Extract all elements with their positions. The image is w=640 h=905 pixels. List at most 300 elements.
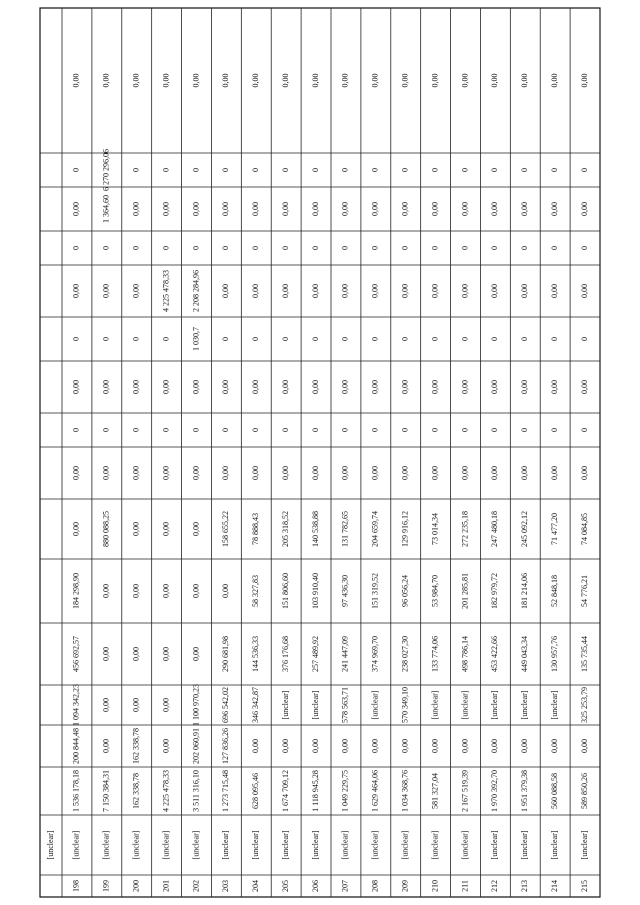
value-cell: 1 273 715,48 <box>221 770 231 812</box>
value-cell: 453 422,66 <box>490 636 500 672</box>
value-cell: 0,00 <box>131 202 141 216</box>
value-cell: 3 511 316,10 <box>191 770 201 812</box>
value-cell: 0 <box>281 428 291 432</box>
value-cell: 0,00 <box>71 380 81 394</box>
value-cell: 0,00 <box>191 522 201 536</box>
value-cell: 131 782,65 <box>340 511 350 547</box>
value-cell: 346 342,87 <box>251 687 261 723</box>
value-cell: 71 477,20 <box>550 513 560 545</box>
value-cell: 0 <box>340 246 350 250</box>
value-cell: 0,00 <box>340 380 350 394</box>
value-cell: 0 <box>430 168 440 172</box>
value-cell: 4 225 478,33 <box>161 770 171 812</box>
value-cell: 73 014,34 <box>430 513 440 545</box>
value-cell: 0,00 <box>520 73 530 88</box>
address-cell: [unclear] <box>221 830 231 860</box>
value-cell: 140 538,88 <box>310 511 320 547</box>
value-cell: 0,00 <box>430 73 440 88</box>
value-cell: 0,00 <box>550 284 560 298</box>
value-cell: 52 848,18 <box>550 575 560 607</box>
value-cell: 0,00 <box>520 466 530 480</box>
value-cell: 0 <box>490 428 500 432</box>
value-cell: 0 <box>550 428 560 432</box>
value-cell: 0 <box>221 246 231 250</box>
value-cell: 0,00 <box>550 202 560 216</box>
value-cell: 0,00 <box>191 466 201 480</box>
value-cell: 0,00 <box>101 73 111 88</box>
value-cell: 201 285,81 <box>460 573 470 609</box>
value-cell: 0,00 <box>490 380 500 394</box>
value-cell: 1 118 945,28 <box>310 770 320 812</box>
value-cell: 0,00 <box>400 284 410 298</box>
row-index: 213 <box>520 880 530 892</box>
value-cell: 0,00 <box>370 73 380 88</box>
value-cell: 0 <box>430 428 440 432</box>
value-cell: 0,00 <box>550 73 560 88</box>
value-cell: 0 <box>161 246 171 250</box>
value-cell: 1 536 178,18 <box>71 770 81 812</box>
value-cell: 205 318,52 <box>281 511 291 547</box>
address-cell: [unclear] <box>579 830 589 860</box>
value-cell: 880 088,25 <box>101 511 111 547</box>
value-cell: 0 <box>579 168 589 172</box>
value-cell: 0,00 <box>281 73 291 88</box>
value-cell: 0,00 <box>579 202 589 216</box>
value-cell: 0,00 <box>400 380 410 394</box>
value-cell: 54 776,21 <box>579 575 589 607</box>
value-cell: 0 <box>400 246 410 250</box>
value-cell: 0,00 <box>370 284 380 298</box>
value-cell: 151 806,60 <box>281 573 291 609</box>
value-cell: 1 674 709,12 <box>281 770 291 812</box>
value-cell: 0,00 <box>520 202 530 216</box>
address-cell: [unclear] <box>131 830 141 860</box>
value-cell: 0,00 <box>221 202 231 216</box>
value-cell: 0,00 <box>370 466 380 480</box>
value-cell: 204 659,74 <box>370 511 380 547</box>
value-cell: 0,00 <box>221 466 231 480</box>
value-cell: 0 <box>310 168 320 172</box>
value-cell: 135 735,44 <box>579 636 589 672</box>
value-cell: 0,00 <box>550 739 560 753</box>
value-cell: 0,00 <box>71 466 81 480</box>
value-cell: 0,00 <box>310 466 320 480</box>
value-cell: 257 489,92 <box>310 636 320 672</box>
value-cell: 0 <box>340 168 350 172</box>
value-cell: 0 <box>400 337 410 341</box>
value-cell: [unclear] <box>430 690 440 720</box>
row-index: 210 <box>430 880 440 892</box>
value-cell: 0 <box>251 246 261 250</box>
value-cell: 1 100 970,23 <box>191 684 201 726</box>
value-cell: 0,00 <box>490 466 500 480</box>
value-cell: 0 <box>550 168 560 172</box>
value-cell: 0 <box>101 428 111 432</box>
value-cell: 0,00 <box>191 73 201 88</box>
value-cell: 0,00 <box>71 522 81 536</box>
value-cell: 0,00 <box>520 739 530 753</box>
value-cell: 0 <box>161 168 171 172</box>
address-cell: [unclear] <box>310 830 320 860</box>
value-cell: 570 349,10 <box>400 687 410 723</box>
value-cell: 0,00 <box>101 466 111 480</box>
value-cell: 0,00 <box>400 202 410 216</box>
value-cell: 0,00 <box>161 73 171 88</box>
value-cell: [unclear] <box>490 690 500 720</box>
value-cell: 0,00 <box>161 380 171 394</box>
address-cell: [unclear] <box>45 830 55 860</box>
value-cell: [unclear] <box>310 690 320 720</box>
value-cell: 560 088,58 <box>550 773 560 809</box>
value-cell: 0 <box>191 246 201 250</box>
value-cell: 0 <box>310 428 320 432</box>
value-cell: 0 <box>460 168 470 172</box>
value-cell: 103 910,40 <box>310 573 320 609</box>
value-cell: 0 <box>101 246 111 250</box>
value-cell: 0,00 <box>400 739 410 753</box>
value-cell: [unclear] <box>520 690 530 720</box>
table-frame <box>40 8 600 897</box>
value-cell: 0 <box>221 428 231 432</box>
value-cell: 1 034 368,76 <box>400 770 410 812</box>
value-cell: 202 060,91 <box>191 728 201 764</box>
value-cell: 1 030,7 <box>191 327 201 351</box>
value-cell: 0 <box>281 246 291 250</box>
value-cell: 0,00 <box>490 284 500 298</box>
value-cell: 0 <box>430 246 440 250</box>
row-index: 209 <box>400 880 410 892</box>
value-cell: 133 774,06 <box>430 636 440 672</box>
value-cell: 0,00 <box>221 73 231 88</box>
value-cell: 0,00 <box>131 380 141 394</box>
value-cell: 74 084,85 <box>579 513 589 545</box>
value-cell: 181 214,06 <box>520 573 530 609</box>
value-cell: 0,00 <box>520 380 530 394</box>
row-index: 205 <box>281 880 291 892</box>
row-index: 207 <box>340 880 350 892</box>
value-cell: 589 850,26 <box>579 773 589 809</box>
address-cell: [unclear] <box>340 830 350 860</box>
value-cell: 96 056,24 <box>400 575 410 607</box>
value-cell: 0 <box>370 337 380 341</box>
value-cell: 151 319,52 <box>370 573 380 609</box>
value-cell: 0,00 <box>460 202 470 216</box>
value-cell: 581 327,04 <box>430 773 440 809</box>
value-cell: 0,00 <box>131 284 141 298</box>
value-cell: 0,00 <box>370 380 380 394</box>
value-cell: 0,00 <box>340 284 350 298</box>
value-cell: 182 979,72 <box>490 573 500 609</box>
row-index: 212 <box>490 880 500 892</box>
address-cell: [unclear] <box>460 830 470 860</box>
value-cell: 0 <box>221 168 231 172</box>
row-index: 208 <box>370 880 380 892</box>
value-cell: 0 <box>579 337 589 341</box>
value-cell: 0 <box>550 337 560 341</box>
value-cell: 1 094 342,23 <box>71 684 81 726</box>
value-cell: 0,00 <box>310 380 320 394</box>
value-cell: 1 629 464,06 <box>370 770 380 812</box>
value-cell: 0,00 <box>310 73 320 88</box>
value-cell: 0,00 <box>400 73 410 88</box>
value-cell: 0 <box>71 428 81 432</box>
value-cell: 0,00 <box>131 466 141 480</box>
value-cell: 0 <box>191 428 201 432</box>
value-cell: 0,00 <box>161 202 171 216</box>
row-index: 206 <box>310 880 320 892</box>
value-cell: 456 692,57 <box>71 636 81 672</box>
value-cell: 0,00 <box>579 73 589 88</box>
value-cell: 0,00 <box>281 466 291 480</box>
value-cell: 0,00 <box>490 73 500 88</box>
value-cell: 78 888,43 <box>251 513 261 545</box>
value-cell: 0 <box>71 337 81 341</box>
value-cell: 0,00 <box>340 739 350 753</box>
row-index: 199 <box>101 880 111 892</box>
value-cell: 144 536,33 <box>251 636 261 672</box>
value-cell: 0 <box>400 428 410 432</box>
value-cell: 0,00 <box>101 380 111 394</box>
value-cell: 0,00 <box>550 466 560 480</box>
value-cell: 0 <box>340 337 350 341</box>
value-cell: 0,00 <box>101 739 111 753</box>
row-index: 202 <box>191 880 201 892</box>
value-cell: 129 916,12 <box>400 511 410 547</box>
value-cell: 0,00 <box>71 202 81 216</box>
value-cell: 0 <box>131 168 141 172</box>
value-cell: 200 844,48 <box>71 728 81 764</box>
value-cell: 0 <box>460 428 470 432</box>
value-cell: 0,00 <box>131 584 141 598</box>
value-cell: 0,00 <box>131 698 141 712</box>
value-cell: 0,00 <box>400 466 410 480</box>
value-cell: 0,00 <box>281 284 291 298</box>
value-cell: 0 <box>251 428 261 432</box>
value-cell: 0 <box>490 168 500 172</box>
value-cell: 0,00 <box>579 380 589 394</box>
address-cell: [unclear] <box>161 830 171 860</box>
value-cell: 158 655,22 <box>221 511 231 547</box>
value-cell: 0,00 <box>550 380 560 394</box>
value-cell: 0,00 <box>310 739 320 753</box>
value-cell: 0,00 <box>161 739 171 753</box>
value-cell: 0 <box>131 246 141 250</box>
value-cell: 325 253,79 <box>579 687 589 723</box>
value-cell: 53 984,70 <box>430 575 440 607</box>
value-cell: 0,00 <box>490 739 500 753</box>
row-index: 203 <box>221 880 231 892</box>
value-cell: 0 <box>71 246 81 250</box>
value-cell: 0,00 <box>579 739 589 753</box>
value-cell: 0 <box>550 246 560 250</box>
value-cell: 0,00 <box>310 284 320 298</box>
value-cell: 58 327,83 <box>251 575 261 607</box>
value-cell: 0,00 <box>281 202 291 216</box>
value-cell: 0,00 <box>460 73 470 88</box>
value-cell: 0 <box>251 168 261 172</box>
value-cell: 184 298,90 <box>71 573 81 609</box>
value-cell: 0 <box>340 428 350 432</box>
value-cell: 0 <box>310 246 320 250</box>
value-cell: 1 049 229,75 <box>340 770 350 812</box>
value-cell: 0 <box>520 246 530 250</box>
value-cell: 1 970 392,70 <box>490 770 500 812</box>
value-cell: [unclear] <box>550 690 560 720</box>
value-cell: 0,00 <box>281 739 291 753</box>
value-cell: 6 270 296,06 <box>101 149 111 191</box>
value-cell: 7 150 384,31 <box>101 770 111 812</box>
row-index: 211 <box>460 880 470 892</box>
value-cell: 0,00 <box>161 647 171 661</box>
value-cell: 238 027,30 <box>400 636 410 672</box>
value-cell: 0,00 <box>191 202 201 216</box>
value-cell: 0,00 <box>101 698 111 712</box>
address-cell: [unclear] <box>191 830 201 860</box>
value-cell: 0,00 <box>221 380 231 394</box>
address-cell: [unclear] <box>101 830 111 860</box>
value-cell: 0 <box>131 337 141 341</box>
value-cell: 162 338,78 <box>131 728 141 764</box>
value-cell: 498 786,14 <box>460 636 470 672</box>
value-cell: 374 969,70 <box>370 636 380 672</box>
value-cell: 1 364,60 <box>101 195 111 223</box>
value-cell: 97 436,30 <box>340 575 350 607</box>
value-cell: 0,00 <box>101 584 111 598</box>
value-cell: 0,00 <box>430 380 440 394</box>
value-cell: 0,00 <box>340 202 350 216</box>
row-index: 200 <box>131 880 141 892</box>
address-cell: [unclear] <box>520 830 530 860</box>
value-cell: 0 <box>370 168 380 172</box>
value-cell: [unclear] <box>460 690 470 720</box>
address-cell: [unclear] <box>430 830 440 860</box>
value-cell: 0,00 <box>101 647 111 661</box>
value-cell: 0 <box>579 246 589 250</box>
value-cell: 0 <box>191 168 201 172</box>
row-index: 214 <box>550 880 560 892</box>
value-cell: 0 <box>520 428 530 432</box>
value-cell: 0,00 <box>281 380 291 394</box>
value-cell: 696 542,02 <box>221 687 231 723</box>
value-cell: 0,00 <box>131 73 141 88</box>
value-cell: 241 447,09 <box>340 636 350 672</box>
value-cell: 0,00 <box>191 647 201 661</box>
value-cell: 0,00 <box>579 284 589 298</box>
value-cell: 0,00 <box>161 698 171 712</box>
value-cell: 0,00 <box>370 202 380 216</box>
value-cell: 376 176,68 <box>281 636 291 672</box>
value-cell: 0,00 <box>251 73 261 88</box>
value-cell: 0,00 <box>101 284 111 298</box>
value-cell: 0,00 <box>191 380 201 394</box>
value-cell: 0,00 <box>490 202 500 216</box>
value-cell: 0,00 <box>251 380 261 394</box>
value-cell: 0,00 <box>460 739 470 753</box>
row-index: 204 <box>251 880 261 892</box>
value-cell: 0,00 <box>251 739 261 753</box>
value-cell: 0 <box>430 337 440 341</box>
value-cell: 0 <box>101 337 111 341</box>
value-cell: 0,00 <box>430 739 440 753</box>
value-cell: 0,00 <box>430 466 440 480</box>
value-cell: 0 <box>221 337 231 341</box>
value-cell: 0,00 <box>71 284 81 298</box>
value-cell: 0 <box>370 246 380 250</box>
value-cell: 0 <box>310 337 320 341</box>
value-cell: 0,00 <box>430 284 440 298</box>
value-cell: 2 208 284,96 <box>191 270 201 312</box>
value-cell: 0,00 <box>251 202 261 216</box>
row-index: 201 <box>161 880 171 892</box>
value-cell: 0,00 <box>131 522 141 536</box>
value-cell: 127 836,26 <box>221 728 231 764</box>
value-cell: 0,00 <box>251 284 261 298</box>
value-cell: 272 235,18 <box>460 511 470 547</box>
row-index: 198 <box>71 880 81 892</box>
value-cell: 0,00 <box>340 466 350 480</box>
value-cell: 0,00 <box>221 584 231 598</box>
address-cell: [unclear] <box>490 830 500 860</box>
value-cell: 130 957,76 <box>550 636 560 672</box>
value-cell: 0 <box>281 168 291 172</box>
value-cell: 0 <box>490 337 500 341</box>
value-cell: 0 <box>460 337 470 341</box>
value-cell: 0 <box>520 337 530 341</box>
value-cell: 0,00 <box>251 466 261 480</box>
value-cell: 290 681,98 <box>221 636 231 672</box>
value-cell: 0,00 <box>71 73 81 88</box>
value-cell: 0,00 <box>161 522 171 536</box>
value-cell: 247 480,18 <box>490 511 500 547</box>
value-cell: 1 951 379,38 <box>520 770 530 812</box>
value-cell: 0,00 <box>520 284 530 298</box>
address-cell: [unclear] <box>370 830 380 860</box>
value-cell: [unclear] <box>281 690 291 720</box>
address-cell: [unclear] <box>251 830 261 860</box>
value-cell: 0,00 <box>221 284 231 298</box>
value-cell: 0 <box>281 337 291 341</box>
value-cell: 0,00 <box>460 284 470 298</box>
address-cell: [unclear] <box>71 830 81 860</box>
value-cell: 0,00 <box>161 584 171 598</box>
value-cell: 0 <box>370 428 380 432</box>
value-cell: 0 <box>161 428 171 432</box>
value-cell: [unclear] <box>370 690 380 720</box>
value-cell: 0,00 <box>310 202 320 216</box>
value-cell: 0,00 <box>430 202 440 216</box>
value-cell: 0,00 <box>460 466 470 480</box>
value-cell: 0 <box>460 246 470 250</box>
value-cell: 628 095,46 <box>251 773 261 809</box>
value-cell: 0,00 <box>340 73 350 88</box>
value-cell: 0 <box>161 337 171 341</box>
value-cell: 245 092,12 <box>520 511 530 547</box>
value-cell: 0 <box>520 168 530 172</box>
address-cell: [unclear] <box>400 830 410 860</box>
value-cell: 0 <box>251 337 261 341</box>
value-cell: 0,00 <box>161 466 171 480</box>
address-cell: [unclear] <box>281 830 291 860</box>
row-index: 215 <box>579 880 589 892</box>
value-cell: 0 <box>490 246 500 250</box>
address-cell: [unclear] <box>550 830 560 860</box>
value-cell: 0,00 <box>460 380 470 394</box>
value-cell: 162 338,78 <box>131 773 141 809</box>
value-cell: 0,00 <box>131 647 141 661</box>
value-cell: 578 563,71 <box>340 687 350 723</box>
value-cell: 0,00 <box>191 584 201 598</box>
value-cell: 0 <box>71 168 81 172</box>
